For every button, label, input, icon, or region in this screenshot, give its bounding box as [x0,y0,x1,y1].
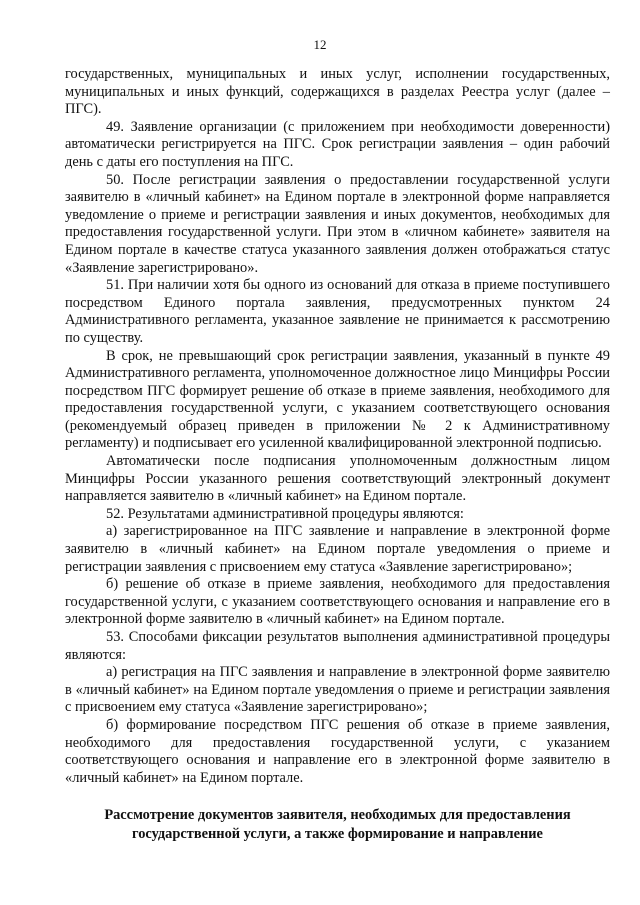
paragraph-50: 50. После регистрации заявления о предоставлении государственной услуги заявителю в «личный кабинет» на Едином портале в электронной форме направляется уведомление о приеме и регистрации заявления и иных документов, необходимых для предоставления государственной услуги. При этом в «личном кабинете» заявителя на Едином портале в качестве статуса указанного заявления должен отображаться статус «Заявление зарегистрировано». [65,171,610,276]
paragraph-53: 53. Способами фиксации результатов выполнения административной процедуры являются: [65,629,610,663]
paragraph-51-refusal-decision: В срок, не превышающий срок регистрации заявления, указанный в пункте 49 Административного регламента, уполномоченное должностное лицо Минцифры России посредством ПГС формирует решение об отказе в приеме заявления, необходимого для предоставления государственной услуги, с указанием соответствующего основания (рекомендуемый образец приведен в приложении № 2 к Административному регламенту) и подписывает его усиленной квалифицированной электронной подписью. [65,347,610,452]
section-heading-line: Рассмотрение документов заявителя, необходимых для предоставления [104,807,571,823]
paragraph-52: 52. Результатами административной процедуры являются: [106,505,464,522]
document-body [65,66,610,787]
paragraph-53-item-a: а) регистрация на ПГС заявления и направление в электронной форме заявителю в «личный кабинет» на Едином портале уведомления о приеме и регистрации заявления с присвоением ему статуса «Заявление зарегистрировано»; [65,664,610,716]
paragraph-51-automatic-sending: Автоматически после подписания уполномоченным должностным лицом Минцифры России указанного решения соответствующий электронный документ направляется заявителю в «личный кабинет» на Едином портале. [65,453,610,505]
paragraph-51: 51. При наличии хотя бы одного из оснований для отказа в приеме поступившего посредством Единого портала заявления, предусмотренных пунктом 24 Административного регламента, указанное заявление не принимается к рассмотрению по существу. [65,277,610,346]
page-number: 12 [313,37,327,52]
paragraph-52-item-a: а) зарегистрированное на ПГС заявление и направление в электронной форме заявителю в «личный кабинет» на Едином портале уведомления о приеме и регистрации заявления с присвоением ему статуса «Заявление зарегистрировано»; [65,523,610,575]
paragraph-continuation: государственных, муниципальных и иных услуг, исполнении государственных, муниципальных и иных функций, содержащихся в разделах Реестра услуг (далее – ПГС). [65,66,610,118]
section-heading [65,806,610,844]
section-heading-line: государственной услуги, а также формирование и направление [132,826,543,842]
paragraph-53-item-b: б) формирование посредством ПГС решения об отказе в приеме заявления, необходимого для предоставления государственной услуги, с указанием соответствующего основания и направление его в электронной форме заявителю в «личный кабинет» на Едином портале. [65,716,610,786]
paragraph-52-item-b: б) решение об отказе в приеме заявления, необходимого для предоставления государственной услуги, с указанием соответствующего основания и направление его в электронной форме заявителю в «личный кабинет» на Едином портале. [65,576,610,628]
paragraph-49: 49. Заявление организации (с приложением при необходимости доверенности) автоматически регистрируется на ПГС. Срок регистрации заявления – один рабочий день с даты его поступления на ПГС. [65,118,610,170]
